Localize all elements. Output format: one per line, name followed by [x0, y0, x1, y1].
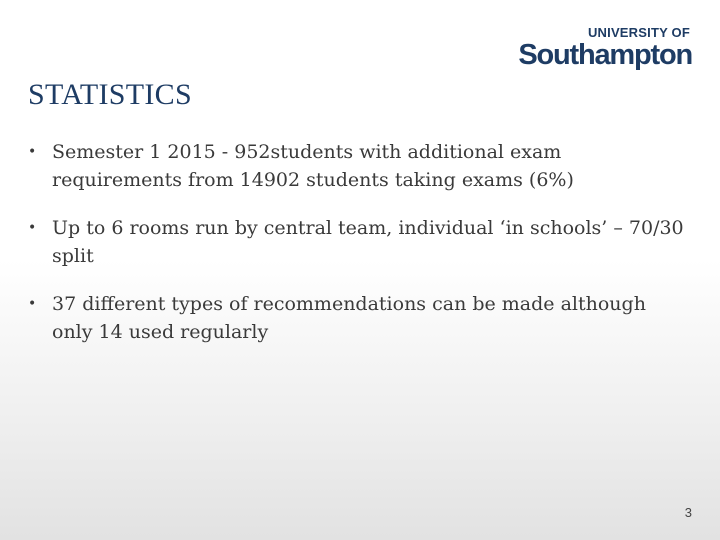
page-number: 3: [684, 505, 692, 520]
bullet-item: [28, 290, 688, 346]
logo-southampton: Southampton: [518, 39, 692, 71]
bullet-text: Semester 1 2015 - 952students with additional exam requirements from 14902 students taking exams (6%): [52, 141, 574, 191]
bullet-text: 37 different types of recommendations can be made although only 14 used regularly: [52, 293, 646, 343]
bullet-item: [28, 214, 688, 270]
bullet-list: [28, 138, 688, 366]
bullet-item: [28, 138, 688, 194]
bullet-icon: •: [28, 144, 37, 160]
bullet-icon: •: [28, 220, 37, 236]
bullet-text: Up to 6 rooms run by central team, individual ‘in schools’ – 70/30 split: [52, 217, 684, 267]
bullet-icon: •: [28, 296, 37, 312]
logo-university-of: UNIVERSITY OF: [587, 25, 690, 40]
slide-title: STATISTICS: [28, 78, 192, 111]
university-logo: [518, 26, 692, 70]
